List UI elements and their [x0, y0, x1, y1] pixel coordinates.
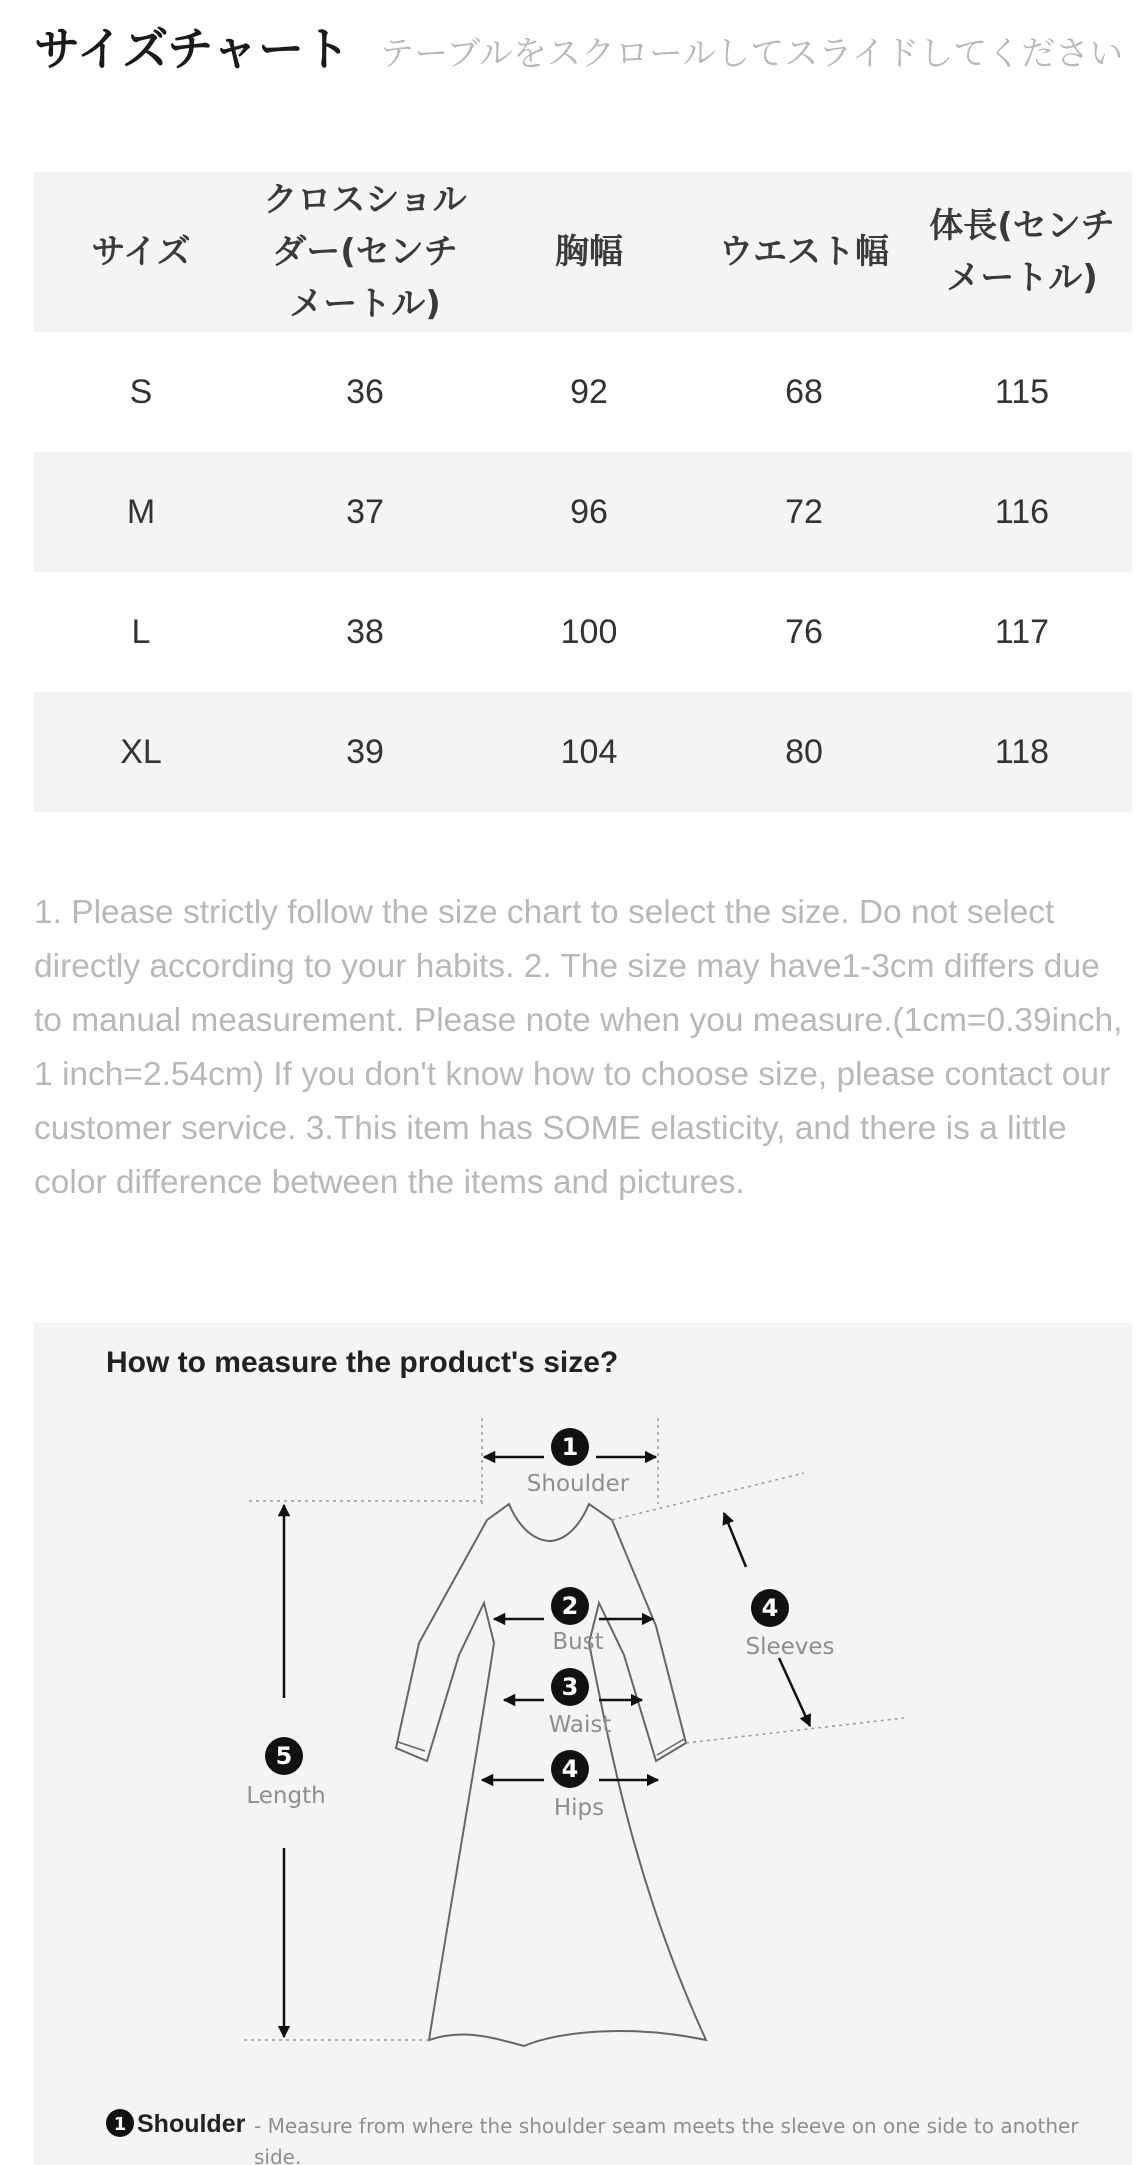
table-cell: 115 — [994, 372, 1050, 411]
table-cell: 80 — [785, 732, 823, 771]
sleeves-label: Sleeves — [745, 1634, 835, 1660]
table-cell: L — [131, 612, 151, 651]
page-title: サイズチャート — [34, 22, 351, 76]
table-cell: 92 — [570, 372, 608, 411]
table-cell: 116 — [994, 492, 1050, 531]
table-row — [34, 452, 1132, 572]
size-notes: 1. Please strictly follow the size chart to select the size. Do not select directly according to your habits. 2. The size may have1-3cm differs due to manual measurement. Please note when you measure.(1cm=0.39inch, 1 inch=2.54cm) If you don't know how to choose size, please contact our customer service. 3.This item has SOME elasticity, and there is a little color difference between the items and pictures. — [34, 894, 1123, 1201]
table-row — [34, 692, 1132, 812]
measure-arrows — [284, 1457, 810, 2037]
table-cell: 96 — [570, 492, 608, 531]
bust-label: Bust — [552, 1629, 604, 1655]
table-cell: 104 — [560, 732, 618, 771]
column-header-bust: 胸幅 — [555, 232, 623, 272]
scroll-hint: テーブルをスクロールしてスライドしてください — [380, 34, 1124, 74]
table-cell: 37 — [346, 492, 384, 531]
table-cell: XL — [120, 732, 162, 771]
table-cell: 100 — [560, 612, 618, 651]
table-cell: 72 — [785, 492, 823, 531]
length-label: Length — [246, 1783, 326, 1809]
table-cell: M — [126, 492, 156, 531]
footnote-text-box — [254, 2111, 1084, 2165]
column-header-shoulder: クロスショルダー(センチメートル) — [263, 180, 467, 324]
measure-diagram — [34, 1323, 1132, 2165]
footnote-label: Shoulder — [137, 2110, 246, 2138]
table-cell: 118 — [994, 732, 1050, 771]
bust-number: 2 — [561, 1592, 579, 1620]
table-cell: 38 — [346, 612, 384, 651]
size-chart-header — [34, 22, 1124, 81]
size-table[interactable] — [34, 172, 1132, 812]
table-cell: S — [129, 372, 153, 411]
table-cell: 39 — [346, 732, 384, 771]
shoulder-number: 1 — [561, 1433, 579, 1461]
waist-label: Waist — [548, 1712, 612, 1738]
table-cell: 68 — [785, 372, 823, 411]
measure-title: How to measure the product's size? — [106, 1346, 619, 1379]
table-cell: 36 — [346, 372, 384, 411]
hips-number: 4 — [561, 1755, 579, 1783]
column-header-length: 体長(センチメートル) — [929, 206, 1115, 298]
table-row — [34, 572, 1132, 692]
length-number: 5 — [275, 1742, 293, 1770]
measure-guide — [34, 1323, 1132, 2165]
table-row — [34, 332, 1132, 452]
column-header-waist: ウエスト幅 — [719, 232, 889, 272]
table-cell: 76 — [785, 612, 823, 651]
table-cell: 117 — [994, 612, 1050, 651]
table-header-row — [34, 172, 1132, 332]
column-header-size: サイズ — [91, 232, 191, 272]
sleeves-number: 4 — [761, 1594, 779, 1622]
hips-label: Hips — [553, 1795, 605, 1821]
footnote-text: - Measure from where the shoulder seam meets the sleeve on one side to another side. — [254, 2114, 1079, 2165]
shoulder-label: Shoulder — [526, 1471, 630, 1497]
waist-number: 3 — [561, 1673, 579, 1701]
dress-icon — [396, 1504, 706, 2046]
footnote-number: 1 — [113, 2114, 127, 2135]
